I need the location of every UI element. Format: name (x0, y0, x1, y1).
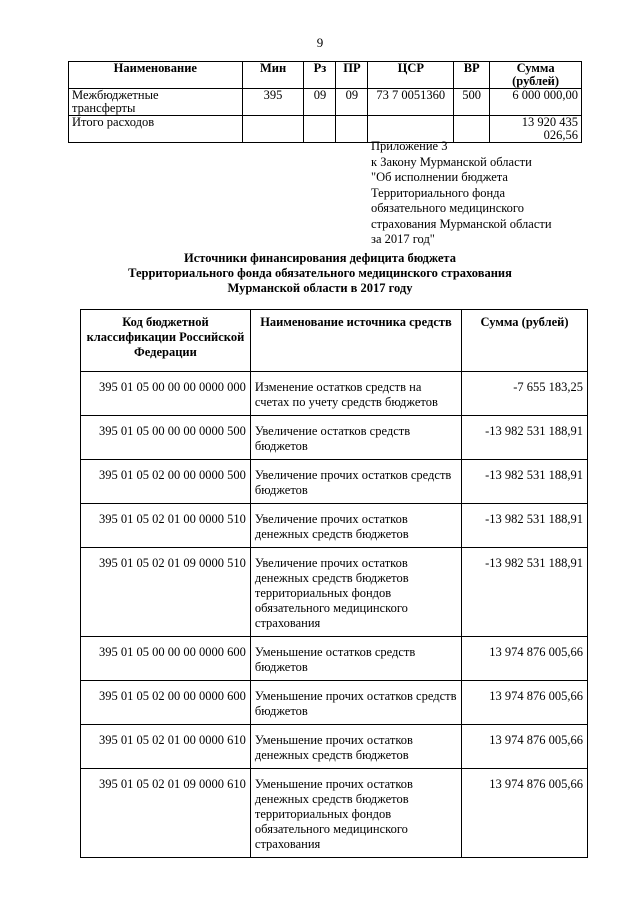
row-amount: -7 655 183,25 (462, 372, 588, 416)
row-amount: 13 974 876 005,66 (462, 725, 588, 769)
table-row (81, 725, 588, 769)
row-code: 395 01 05 02 01 00 0000 510 (81, 504, 251, 548)
appendix-note (371, 139, 591, 248)
row-amount: 13 974 876 005,66 (462, 681, 588, 725)
section-title (0, 251, 640, 296)
table-row (81, 460, 588, 504)
table-row (81, 637, 588, 681)
row-name (69, 89, 243, 116)
appendix-line: "Об исполнении бюджета (371, 170, 508, 184)
row-code: 395 01 05 00 00 00 0000 000 (81, 372, 251, 416)
row-vr: 500 (454, 89, 490, 116)
appendix-line: Территориального фонда (371, 185, 506, 200)
row-amount: 13 974 876 005,66 (462, 769, 588, 858)
row-source-name: Уменьшение прочих остатков денежных средств бюджетов (250, 725, 461, 769)
row-amount: -13 982 531 188,91 (462, 548, 588, 637)
column-header: Код бюджетной классификации Российской Федерации (81, 310, 251, 372)
row-rz: 09 (304, 89, 336, 116)
row-source-name: Увеличение прочих остатков денежных средств бюджетов территориальных фондов обязательного медицинского страхования (250, 548, 461, 637)
column-header: ВР (454, 62, 490, 89)
row-amount: -13 982 531 188,91 (462, 460, 588, 504)
appendix-line: Приложение 3 (371, 139, 448, 153)
row-code: 395 01 05 02 01 09 0000 610 (81, 769, 251, 858)
table-row (81, 416, 588, 460)
total-amount: 13 920 435 026,56 (490, 116, 582, 143)
column-header: Сумма (рублей) (490, 62, 582, 89)
financing-sources-table (80, 309, 588, 858)
table-row (69, 89, 582, 116)
row-code: 395 01 05 02 01 09 0000 510 (81, 548, 251, 637)
column-header: Рз (304, 62, 336, 89)
row-source-name: Изменение остатков средств на счетах по учету средств бюджетов (250, 372, 461, 416)
appendix-line: страхования Мурманской области (371, 216, 552, 231)
page-number: 9 (316, 35, 324, 50)
total-label: Итого расходов (69, 116, 243, 143)
row-source-name: Уменьшение прочих остатков средств бюджетов (250, 681, 461, 725)
row-amount: 6 000 000,00 (490, 89, 582, 116)
row-source-name: Уменьшение остатков средств бюджетов (250, 637, 461, 681)
sources-table-header (81, 310, 588, 372)
row-amount: 13 974 876 005,66 (462, 637, 588, 681)
column-header: ПР (336, 62, 368, 89)
row-amount: -13 982 531 188,91 (462, 504, 588, 548)
row-code: 395 01 05 02 00 00 0000 600 (81, 681, 251, 725)
row-code: 395 01 05 00 00 00 0000 500 (81, 416, 251, 460)
title-line: Территориального фонда обязательного медицинского страхования (128, 266, 512, 280)
column-header: Сумма (рублей) (462, 310, 588, 372)
row-name-line: трансферты (72, 101, 136, 115)
row-source-name: Увеличение остатков средств бюджетов (250, 416, 461, 460)
row-pr: 09 (336, 89, 368, 116)
table-row (81, 769, 588, 858)
row-min: 395 (242, 89, 304, 116)
appendix-line: к Закону Мурманской области (371, 154, 532, 169)
row-code: 395 01 05 02 00 00 0000 500 (81, 460, 251, 504)
row-csr: 73 7 0051360 (368, 89, 454, 116)
row-amount: -13 982 531 188,91 (462, 416, 588, 460)
table-row (81, 548, 588, 637)
expense-table-header (69, 62, 582, 89)
row-code: 395 01 05 02 01 00 0000 610 (81, 725, 251, 769)
title-line: Источники финансирования дефицита бюджета (184, 251, 456, 265)
column-header: Наименование (69, 62, 243, 89)
expense-table (68, 61, 582, 143)
table-row (81, 681, 588, 725)
appendix-line: за 2017 год" (371, 232, 435, 246)
row-name-line: Межбюджетные (72, 88, 159, 102)
column-header: Мин (242, 62, 304, 89)
table-row (81, 372, 588, 416)
column-header: ЦСР (368, 62, 454, 89)
row-source-name: Уменьшение прочих остатков денежных средств бюджетов территориальных фондов обязательного медицинского страхования (250, 769, 461, 858)
title-line: Мурманской области в 2017 году (227, 281, 413, 295)
row-source-name: Увеличение прочих остатков денежных средств бюджетов (250, 504, 461, 548)
row-code: 395 01 05 00 00 00 0000 600 (81, 637, 251, 681)
appendix-line: обязательного медицинского (371, 201, 525, 215)
row-source-name: Увеличение прочих остатков средств бюджетов (250, 460, 461, 504)
table-row (81, 504, 588, 548)
column-header: Наименование источника средств (250, 310, 461, 372)
